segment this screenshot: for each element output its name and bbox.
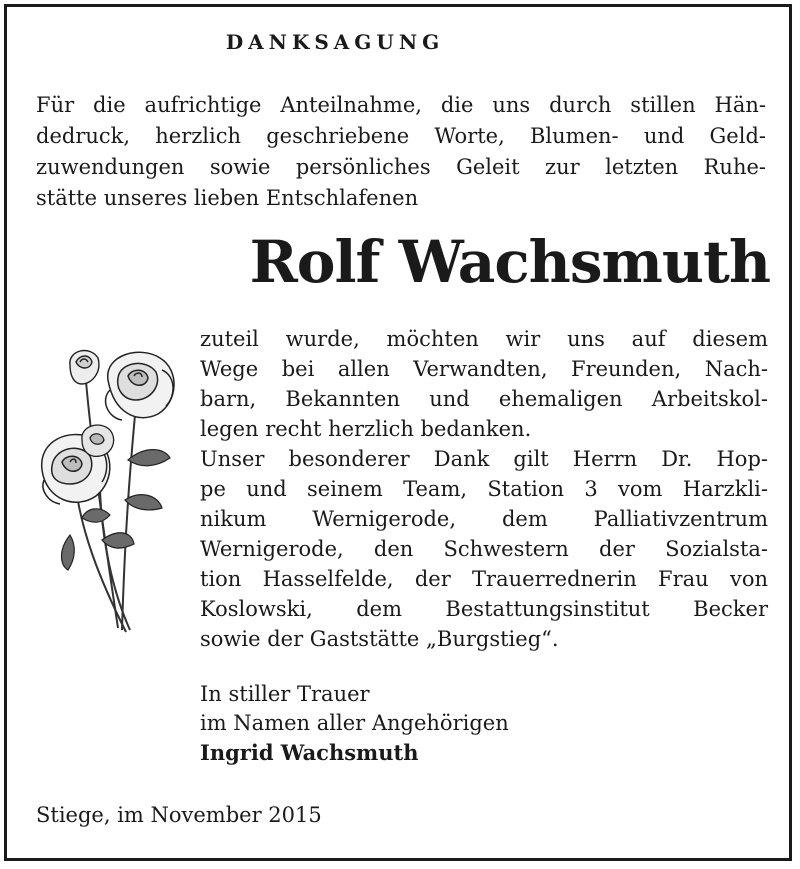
body-line: Wege bei allen Verwandten, Freunden, Nach- (200, 357, 768, 381)
body-line: nikum Wernigerode, dem Palliativzentrum (200, 507, 768, 531)
intro-line: stätte unseres lieben Entschlafenen (36, 186, 419, 210)
body-line: Koslowski, dem Bestattungsinstitut Becker (200, 597, 768, 621)
deceased-name: Rolf Wachsmuth (249, 228, 770, 296)
body-line: zuteil wurde, möchten wir uns auf diesem (200, 327, 768, 351)
body-paragraph (200, 324, 768, 654)
body-line: Wernigerode, den Schwestern der Sozialsta- (200, 537, 768, 561)
body-line: tion Hasselfelde, der Trauerrednerin Frau von (200, 567, 768, 591)
closing-block (200, 680, 509, 767)
signer-name: Ingrid Wachsmuth (200, 740, 419, 765)
place-date: Stiege, im November 2015 (36, 803, 322, 827)
intro-line: dedruck, herzlich geschriebene Worte, Blumen- und Geld- (36, 124, 766, 148)
body-line: Unser besonderer Dank gilt Herrn Dr. Hop- (200, 447, 768, 471)
intro-paragraph (36, 90, 766, 214)
body-line: legen recht herzlich bedanken. (200, 417, 532, 441)
intro-line: zuwendungen sowie persönliches Geleit zur letzten Ruhe- (36, 155, 766, 179)
body-line: pe und seinem Team, Station 3 vom Harzkli- (200, 477, 768, 501)
intro-line: Für die aufrichtige Anteilnahme, die uns durch stillen Hän- (36, 93, 766, 117)
roses-illustration-icon (30, 340, 190, 640)
closing-line: In stiller Trauer (200, 682, 370, 706)
heading: DANKSAGUNG (225, 30, 445, 54)
body-line: sowie der Gaststätte „Burgstieg“. (200, 627, 559, 651)
closing-line: im Namen aller Angehörigen (200, 711, 509, 735)
body-line: barn, Bekannten und ehemaligen Arbeitskol- (200, 387, 768, 411)
